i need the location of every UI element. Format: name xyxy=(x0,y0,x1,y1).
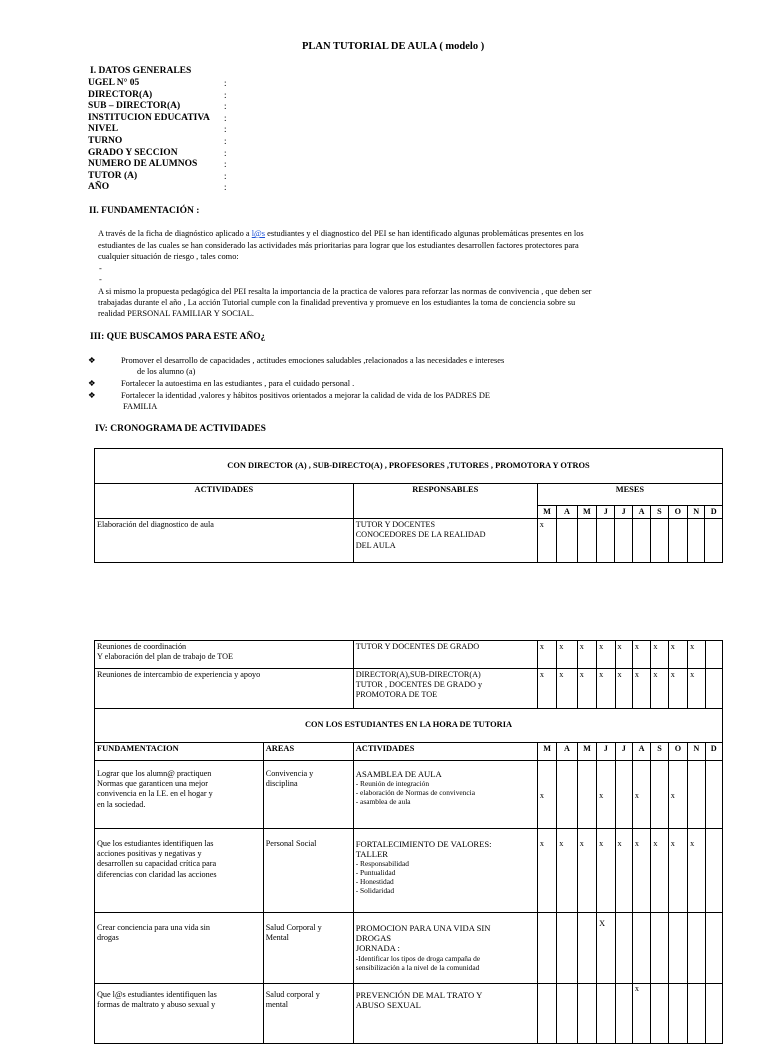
month-header: J xyxy=(597,743,615,761)
est-fundamentacion-line: diferencias con claridad las acciones xyxy=(97,869,217,879)
fundamentacion-paragraph-2-line-3: realidad PERSONAL FAMILIAR Y SOCIAL. xyxy=(98,309,254,318)
row3-resp-line: TUTOR , DOCENTES DE GRADO y xyxy=(355,680,483,690)
month-cell: x xyxy=(688,829,705,913)
est-act-item: - Responsabilidad xyxy=(355,859,409,869)
month-cell: x xyxy=(537,641,556,669)
month-cell: x xyxy=(668,641,687,669)
est-act-title-line: FORTALECIMIENTO DE VALORES: xyxy=(355,839,492,849)
month-cell: x xyxy=(537,829,556,913)
month-cell xyxy=(557,913,577,984)
month-header: M xyxy=(537,743,556,761)
month-cell xyxy=(651,519,668,563)
month-cell xyxy=(632,913,650,984)
row3-actividad: Reuniones de intercambio de experiencia y apoyo xyxy=(95,669,354,709)
month-cell: x xyxy=(537,761,556,829)
month-header: M xyxy=(537,506,556,519)
est-act-item: - Honestidad xyxy=(355,877,394,887)
month-header: A xyxy=(632,743,650,761)
est-act-item: -Identificar los tipos de droga campaña de xyxy=(355,953,481,963)
month-cell: x xyxy=(668,669,687,709)
month-cell: x xyxy=(632,761,650,829)
bullet-item-1-line-1: Promover el desarrollo de capacidades , actitudes emociones saludables ,relacionados a las necesidades e intereses xyxy=(121,356,505,365)
row3-resp-line: PROMOTORA DE TOE xyxy=(355,690,438,700)
datos-field-colon: : xyxy=(224,89,227,100)
datos-field-colon: : xyxy=(224,124,227,135)
section-2-header-row xyxy=(95,743,723,761)
est-fundamentacion xyxy=(95,913,264,984)
month-cell: x xyxy=(577,669,596,709)
month-cell xyxy=(577,913,596,984)
datos-field xyxy=(88,171,248,183)
month-header: D xyxy=(705,743,723,761)
est-area xyxy=(263,761,353,829)
row2-responsables: TUTOR Y DOCENTES DE GRADO xyxy=(353,641,537,669)
est-fundamentacion xyxy=(95,829,264,913)
cronograma-table-2 xyxy=(94,640,723,1044)
est-fundamentacion-line: Que l@s estudiantes identifiquen las xyxy=(97,990,217,999)
month-header: S xyxy=(651,743,668,761)
est-fundamentacion-line: desarrollen su capacidad crítica para xyxy=(97,859,217,869)
datos-generales-fields xyxy=(88,78,248,194)
fundamentacion-paragraph-1-line-3: cualquier situación de riesgo , tales como: xyxy=(98,252,239,261)
month-cell xyxy=(688,761,705,829)
cronograma-heading: IV: CRONOGRAMA DE ACTIVIDADES xyxy=(95,424,266,434)
month-cell xyxy=(615,519,632,563)
month-header: D xyxy=(705,506,723,519)
section-1-title: CON DIRECTOR (A) , SUB-DIRECTO(A) , PROFESORES ,TUTORES , PROMOTORA Y OTROS xyxy=(95,449,723,484)
row2-act-line: Y elaboración del plan de trabajo de TOE xyxy=(97,652,234,662)
datos-field xyxy=(88,90,248,102)
p1-text-b: estudiantes y el diagnostico del PEI se han identificado algunas problemáticas presentes en los xyxy=(265,229,584,238)
month-cell: x xyxy=(632,669,650,709)
est-actividades xyxy=(353,913,537,984)
month-cell: x xyxy=(688,641,705,669)
row2-act-line: Reuniones de coordinación xyxy=(97,642,187,651)
row1-resp-line: TUTOR Y DOCENTES xyxy=(355,520,436,530)
bullet-item-3-line-1: Fortalecer la identidad ,valores y hábitos positivos orientados a mejorar la calidad de vida de los PADRES DE xyxy=(121,391,491,400)
est-act-item: sensibilización a la nivel de la comunidad xyxy=(355,962,480,972)
col-actividades-2: ACTIVIDADES xyxy=(353,743,537,761)
month-cell xyxy=(705,984,723,1044)
month-cell xyxy=(597,519,615,563)
month-header: J xyxy=(615,743,632,761)
table-row xyxy=(95,984,723,1044)
row3-responsables xyxy=(353,669,537,709)
datos-field-colon: : xyxy=(224,159,227,170)
month-cell xyxy=(705,829,723,913)
row2-actividad xyxy=(95,641,354,669)
datos-field-label: DIRECTOR(A) xyxy=(88,89,153,100)
est-fundamentacion-line: formas de maltrato y abuso sexual y xyxy=(97,1000,216,1010)
month-cell xyxy=(577,519,596,563)
month-header: M xyxy=(577,743,596,761)
month-cell: x xyxy=(615,669,632,709)
datos-field xyxy=(88,136,248,148)
datos-field-colon: : xyxy=(224,78,227,88)
est-area xyxy=(263,829,353,913)
row1-actividad: Elaboración del diagnostico de aula xyxy=(95,519,354,563)
est-act-title-line: PROMOCION PARA UNA VIDA SIN xyxy=(355,923,491,933)
table-row xyxy=(95,829,723,913)
datos-field-label: UGEL N° 05 xyxy=(88,78,140,88)
bullet-item-2-line-1: Fortalecer la autoestima en las estudiantes , para el cuidado personal . xyxy=(121,379,355,388)
est-fundamentacion-line: en la sociedad. xyxy=(97,799,146,809)
datos-field-colon: : xyxy=(224,147,227,158)
month-cell xyxy=(688,984,705,1044)
p1-link[interactable]: l@s xyxy=(251,229,266,238)
table-row xyxy=(95,669,723,709)
est-act-item: - asamblea de aula xyxy=(355,797,411,807)
month-cell: x xyxy=(597,829,615,913)
month-header: M xyxy=(577,506,596,519)
month-cell: x xyxy=(537,519,556,563)
month-cell xyxy=(597,984,615,1044)
month-header: O xyxy=(668,506,687,519)
section-2-title: CON LOS ESTUDIANTES EN LA HORA DE TUTORIA xyxy=(95,709,723,743)
est-actividades xyxy=(353,984,537,1044)
est-act-item: - elaboración de Normas de convivencia xyxy=(355,788,475,798)
est-fundamentacion-line: Lograr que los alumn@ practiquen xyxy=(97,769,212,778)
month-cell: x xyxy=(651,829,668,913)
datos-field-label: AÑO xyxy=(88,182,110,193)
month-cell: x xyxy=(615,641,632,669)
month-cell: x xyxy=(688,669,705,709)
bullet-item-3-line-2: FAMILIA xyxy=(123,402,158,411)
month-cell xyxy=(705,519,723,563)
table-row xyxy=(95,913,723,984)
col-responsables: RESPONSABLES xyxy=(353,484,537,519)
datos-field xyxy=(88,124,248,136)
row1-resp-line: DEL AULA xyxy=(355,540,396,550)
month-cell: x xyxy=(632,984,650,1044)
month-cell: x xyxy=(597,761,615,829)
est-act-item: - Solidaridad xyxy=(355,886,395,896)
cronograma-table-1 xyxy=(94,448,723,563)
est-fundamentacion-line: Que los estudiantes identifiquen las xyxy=(97,839,214,848)
month-cell: x xyxy=(557,669,577,709)
est-act-title-line: ABUSO SEXUAL xyxy=(355,1000,421,1011)
month-cell xyxy=(537,984,556,1044)
datos-field-colon: : xyxy=(224,112,227,123)
fundamentacion-paragraph-2-line-1: A si mismo la propuesta pedagógica del PEI resalta la importancia de la practica de valores para reforzar las normas de convivencia , que deben ser xyxy=(98,287,592,296)
table-row xyxy=(95,641,723,669)
est-act-title-line: ASAMBLEA DE AULA xyxy=(355,769,442,779)
month-cell: x xyxy=(597,669,615,709)
month-cell xyxy=(705,913,723,984)
est-area-line: Salud corporal y xyxy=(265,990,320,999)
month-cell: x xyxy=(577,829,596,913)
est-area-line: Mental xyxy=(265,933,289,943)
month-header: A xyxy=(557,506,577,519)
month-cell: X xyxy=(597,913,615,984)
month-header: J xyxy=(597,506,615,519)
datos-field-colon: : xyxy=(224,101,227,112)
month-cell: x xyxy=(632,829,650,913)
datos-field-colon: : xyxy=(224,170,227,181)
fundamentacion-paragraph-2-line-2: trabajadas durante el año , La acción Tutorial cumple con la finalidad preventiva y promueve en los estudiantes la toma de conciencia sobre su xyxy=(98,298,576,307)
row1-resp-line: CONOCEDORES DE LA REALIDAD xyxy=(355,530,486,540)
datos-generales-heading: I. DATOS GENERALES xyxy=(90,66,192,76)
datos-field-label: TURNO xyxy=(88,135,123,146)
col-areas: AREAS xyxy=(263,743,353,761)
est-act-item: - Puntualidad xyxy=(355,868,396,878)
bullet-item-1-line-2: de los alumno (a) xyxy=(137,367,196,376)
month-cell xyxy=(668,519,687,563)
month-cell xyxy=(668,913,687,984)
month-cell: x xyxy=(668,829,687,913)
datos-field-label: INSTITUCION EDUCATIVA xyxy=(88,112,210,123)
est-area xyxy=(263,984,353,1044)
dash-item-1: - xyxy=(99,264,102,273)
est-area-line: mental xyxy=(265,1000,289,1010)
est-area-line: Salud Corporal y xyxy=(265,923,322,932)
datos-field-colon: : xyxy=(224,182,227,193)
month-cell xyxy=(651,984,668,1044)
est-act-title-line: JORNADA : xyxy=(355,943,400,954)
month-header: A xyxy=(632,506,650,519)
col-actividades: ACTIVIDADES xyxy=(95,484,354,519)
datos-field-label: GRADO Y SECCION xyxy=(88,147,178,158)
month-cell: x xyxy=(651,669,668,709)
datos-field xyxy=(88,101,248,113)
datos-field xyxy=(88,148,248,160)
est-fundamentacion-line: Crear conciencia para una vida sin xyxy=(97,923,210,932)
month-header: S xyxy=(651,506,668,519)
month-cell: x xyxy=(557,829,577,913)
est-fundamentacion-line: Normas que garanticen una mejor xyxy=(97,779,208,789)
month-cell xyxy=(615,984,632,1044)
month-cell xyxy=(651,761,668,829)
month-cell xyxy=(557,519,577,563)
table-row xyxy=(95,761,723,829)
datos-field-label: TUTOR (A) xyxy=(88,170,138,181)
page-title: PLAN TUTORIAL DE AULA ( modelo ) xyxy=(302,41,485,52)
est-fundamentacion-line: drogas xyxy=(97,933,119,943)
month-cell xyxy=(557,984,577,1044)
month-cell xyxy=(668,984,687,1044)
buscamos-heading: III: QUE BUSCAMOS PARA ESTE AÑO¿ xyxy=(90,332,266,342)
dash-item-2: - xyxy=(99,275,102,284)
month-header: N xyxy=(688,743,705,761)
month-cell xyxy=(705,761,723,829)
datos-field-colon: : xyxy=(224,135,227,146)
month-cell: x xyxy=(632,641,650,669)
month-cell xyxy=(688,519,705,563)
month-cell: x xyxy=(557,641,577,669)
col-meses: MESES xyxy=(537,484,722,506)
est-fundamentacion-line: acciones positivas y negativas y xyxy=(97,849,202,859)
month-cell xyxy=(688,913,705,984)
fundamentacion-paragraph-1-line-2: estudiantes de las cuales se han considerado las actividades más prioritarias para lograr que los estudiantes desarrollen factores protectores para xyxy=(98,241,579,250)
p1-text-a: A través de la ficha de diagnóstico aplicado a xyxy=(98,229,252,238)
est-area-line: Convivencia y xyxy=(265,769,314,778)
bullet-icon: ❖ xyxy=(88,379,96,388)
month-cell: x xyxy=(668,761,687,829)
month-cell xyxy=(557,761,577,829)
row3-resp-line: DIRECTOR(A),SUB-DIRECTOR(A) xyxy=(355,670,481,679)
fundamentacion-heading: II. FUNDAMENTACIÓN : xyxy=(89,206,200,216)
est-act-title-line: PREVENCIÓN DE MAL TRATO Y xyxy=(355,990,483,1000)
est-fundamentacion-line: convivencia en la I.E. en el hogar y xyxy=(97,789,213,799)
fundamentacion-paragraph-1-line-1 xyxy=(98,228,584,239)
est-fundamentacion xyxy=(95,761,264,829)
est-actividades xyxy=(353,761,537,829)
table-row xyxy=(95,519,723,563)
datos-field-label: NUMERO DE ALUMNOS xyxy=(88,159,198,170)
month-cell: x xyxy=(577,641,596,669)
datos-field xyxy=(88,113,248,125)
est-act-title-line: TALLER xyxy=(355,849,388,860)
row1-responsables xyxy=(353,519,537,563)
est-act-item: - Reunión de integración xyxy=(355,779,430,789)
month-cell xyxy=(615,913,632,984)
est-area-line: Personal Social xyxy=(265,839,317,848)
datos-field xyxy=(88,182,248,194)
est-area xyxy=(263,913,353,984)
datos-field xyxy=(88,78,248,90)
month-header: N xyxy=(688,506,705,519)
month-header: O xyxy=(668,743,687,761)
month-cell xyxy=(651,913,668,984)
est-area-line: disciplina xyxy=(265,779,298,789)
month-header: J xyxy=(615,506,632,519)
month-cell xyxy=(577,984,596,1044)
datos-field-label: SUB – DIRECTOR(A) xyxy=(88,101,181,112)
datos-field xyxy=(88,159,248,171)
month-cell xyxy=(577,761,596,829)
month-cell xyxy=(705,669,723,709)
month-cell xyxy=(705,641,723,669)
month-header: A xyxy=(557,743,577,761)
month-cell: x xyxy=(615,829,632,913)
bullet-icon: ❖ xyxy=(88,356,96,365)
col-fundamentacion: FUNDAMENTACION xyxy=(95,743,264,761)
est-act-title-line: DROGAS xyxy=(355,933,392,944)
datos-field-label: NIVEL xyxy=(88,124,119,135)
month-cell: x xyxy=(651,641,668,669)
est-fundamentacion xyxy=(95,984,264,1044)
est-actividades xyxy=(353,829,537,913)
month-cell xyxy=(632,519,650,563)
bullet-icon: ❖ xyxy=(88,391,96,400)
month-cell xyxy=(615,761,632,829)
month-cell: x xyxy=(597,641,615,669)
month-cell xyxy=(537,913,556,984)
month-cell: x xyxy=(537,669,556,709)
